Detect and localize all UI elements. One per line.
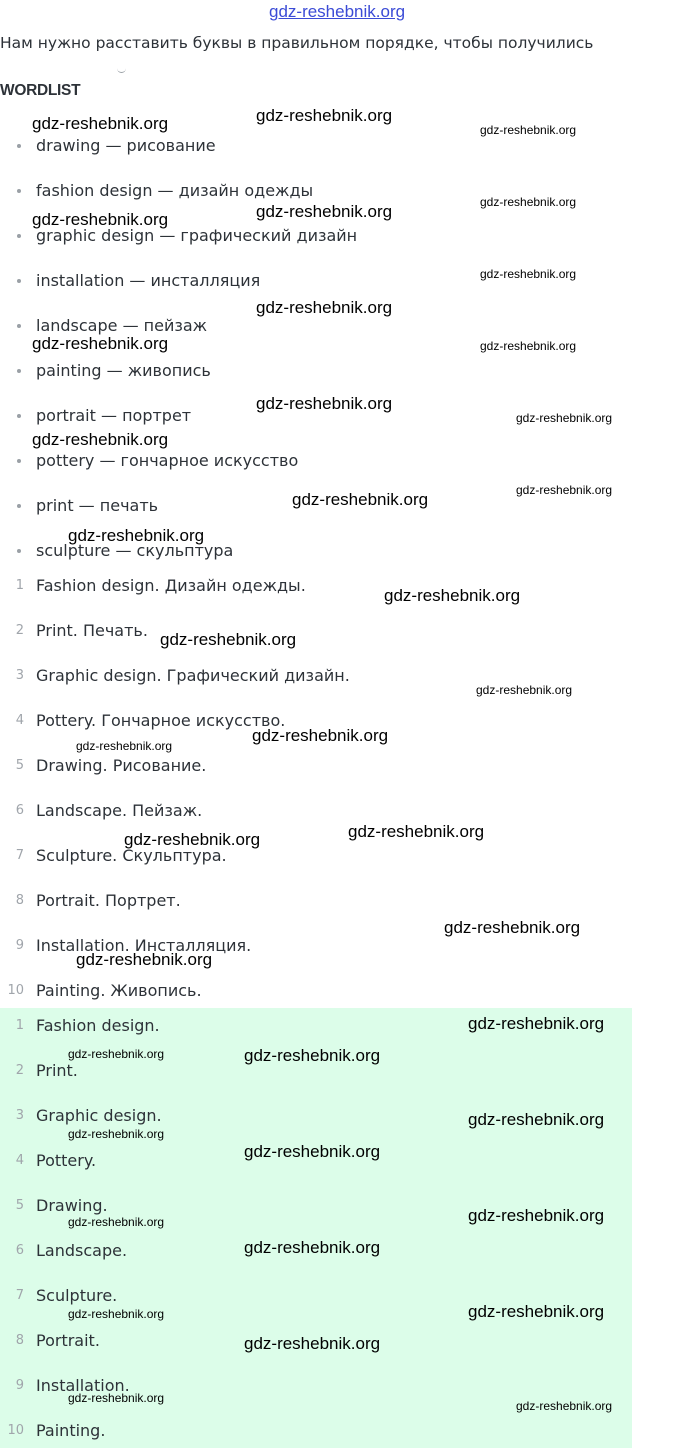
watermark: gdz-reshebnik.org	[244, 1238, 381, 1257]
watermark: gdz-reshebnik.org	[256, 298, 393, 317]
watermark: gdz-reshebnik.org	[76, 739, 173, 753]
wordlist-item-text: landscape — пейзаж	[36, 316, 208, 335]
watermark: gdz-reshebnik.org	[256, 106, 393, 125]
item-text: Pottery.	[36, 1151, 97, 1170]
watermark: gdz-reshebnik.org	[348, 822, 485, 841]
item-number: 6	[15, 1243, 24, 1258]
watermark: gdz-reshebnik.org	[68, 1215, 165, 1229]
item-number: 2	[15, 623, 24, 638]
clipped-text-fragment	[117, 64, 126, 73]
item-text: Painting. Живопись.	[36, 981, 202, 1000]
wordlist-heading: WORDLIST	[0, 82, 81, 99]
item-text: Print.	[36, 1061, 78, 1080]
watermark: gdz-reshebnik.org	[480, 123, 577, 137]
watermark: gdz-reshebnik.org	[68, 1307, 165, 1321]
item-number: 7	[15, 1288, 24, 1303]
item-number: 4	[15, 1153, 24, 1168]
watermark: gdz-reshebnik.org	[68, 1047, 165, 1061]
item-number: 1	[15, 1018, 24, 1033]
item-number: 8	[15, 1333, 24, 1348]
item-number: 4	[15, 713, 24, 728]
watermark: gdz-reshebnik.org	[516, 483, 613, 497]
item-text: Sculpture.	[36, 1286, 118, 1305]
item-number: 9	[15, 938, 24, 953]
watermark: gdz-reshebnik.org	[480, 339, 577, 353]
watermark: gdz-reshebnik.org	[244, 1334, 381, 1353]
wordlist-item-text: portrait — портрет	[36, 406, 192, 425]
bullet-icon	[17, 324, 21, 328]
wordlist-item-text: painting — живопись	[36, 361, 211, 380]
item-number: 2	[15, 1063, 24, 1078]
item-number: 5	[15, 1198, 24, 1213]
item-number: 3	[15, 1108, 24, 1123]
bullet-icon	[17, 279, 21, 283]
watermark: gdz-reshebnik.org	[256, 202, 393, 221]
watermark: gdz-reshebnik.org	[468, 1206, 605, 1225]
bullet-icon	[17, 549, 21, 553]
item-text: Drawing.	[36, 1196, 108, 1215]
item-text: Pottery. Гончарное искусство.	[36, 711, 286, 730]
intro-text: Нам нужно расставить буквы в правильном порядке, чтобы получились	[0, 34, 594, 52]
item-text: Fashion design. Дизайн одежды.	[36, 576, 306, 595]
item-number: 9	[15, 1378, 24, 1393]
item-text: Painting.	[36, 1421, 106, 1440]
item-text: Graphic design. Графический дизайн.	[36, 666, 350, 685]
watermark: gdz-reshebnik.org	[244, 1142, 381, 1161]
item-text: Fashion design.	[36, 1016, 160, 1035]
watermark: gdz-reshebnik.org	[32, 210, 169, 229]
item-number: 8	[15, 893, 24, 908]
item-number: 5	[15, 758, 24, 773]
watermark: gdz-reshebnik.org	[292, 490, 429, 509]
bullet-icon	[17, 144, 21, 148]
item-number: 3	[15, 668, 24, 683]
watermark: gdz-reshebnik.org	[468, 1110, 605, 1129]
watermark: gdz-reshebnik.org	[444, 918, 581, 937]
watermark: gdz-reshebnik.org	[480, 267, 577, 281]
watermark: gdz-reshebnik.org	[244, 1046, 381, 1065]
item-number: 1	[15, 578, 24, 593]
bullet-icon	[17, 414, 21, 418]
item-number: 10	[7, 983, 24, 998]
item-number: 6	[15, 803, 24, 818]
watermark: gdz-reshebnik.org	[32, 334, 169, 353]
watermark: gdz-reshebnik.org	[252, 726, 389, 745]
watermark: gdz-reshebnik.org	[468, 1302, 605, 1321]
watermark: gdz-reshebnik.org	[32, 430, 169, 449]
bullet-icon	[17, 189, 21, 193]
bullet-icon	[17, 234, 21, 238]
watermark: gdz-reshebnik.org	[384, 586, 521, 605]
wordlist-item-text: installation — инсталляция	[36, 271, 261, 290]
item-text: Drawing. Рисование.	[36, 756, 207, 775]
watermark: gdz-reshebnik.org	[480, 195, 577, 209]
item-number: 10	[7, 1423, 24, 1438]
wordlist-item-text: print — печать	[36, 496, 159, 515]
item-text: Landscape. Пейзаж.	[36, 801, 203, 820]
bullet-icon	[17, 504, 21, 508]
watermark: gdz-reshebnik.org	[160, 630, 297, 649]
watermark: gdz-reshebnik.org	[516, 1399, 613, 1413]
item-text: Portrait. Портрет.	[36, 891, 181, 910]
item-text: Print. Печать.	[36, 621, 148, 640]
wordlist-item-text: drawing — рисование	[36, 136, 216, 155]
watermark: gdz-reshebnik.org	[68, 1127, 165, 1141]
item-text: Portrait.	[36, 1331, 100, 1350]
bullet-icon	[17, 369, 21, 373]
watermark: gdz-reshebnik.org	[68, 526, 205, 545]
watermark: gdz-reshebnik.org	[76, 950, 213, 969]
item-text: Landscape.	[36, 1241, 128, 1260]
item-text: Installation.	[36, 1376, 130, 1395]
item-text: Sculpture. Скульптура.	[36, 846, 227, 865]
wordlist-item-text: sculpture — скульптура	[36, 541, 234, 560]
watermark: gdz-reshebnik.org	[124, 830, 261, 849]
watermark: gdz-reshebnik.org	[32, 114, 169, 133]
watermark: gdz-reshebnik.org	[256, 394, 393, 413]
bullet-icon	[17, 459, 21, 463]
wordlist-item-text: pottery — гончарное искусство	[36, 451, 299, 470]
item-number: 7	[15, 848, 24, 863]
watermark: gdz-reshebnik.org	[476, 683, 573, 697]
watermark: gdz-reshebnik.org	[516, 411, 613, 425]
wordlist-item-text: fashion design — дизайн одежды	[36, 181, 314, 200]
item-text: Graphic design.	[36, 1106, 162, 1125]
site-link[interactable]: gdz-reshebnik.org	[269, 2, 406, 21]
watermark: gdz-reshebnik.org	[68, 1391, 165, 1405]
item-text: Installation. Инсталляция.	[36, 936, 252, 955]
wordlist-item-text: graphic design — графический дизайн	[36, 226, 358, 245]
watermark: gdz-reshebnik.org	[468, 1014, 605, 1033]
